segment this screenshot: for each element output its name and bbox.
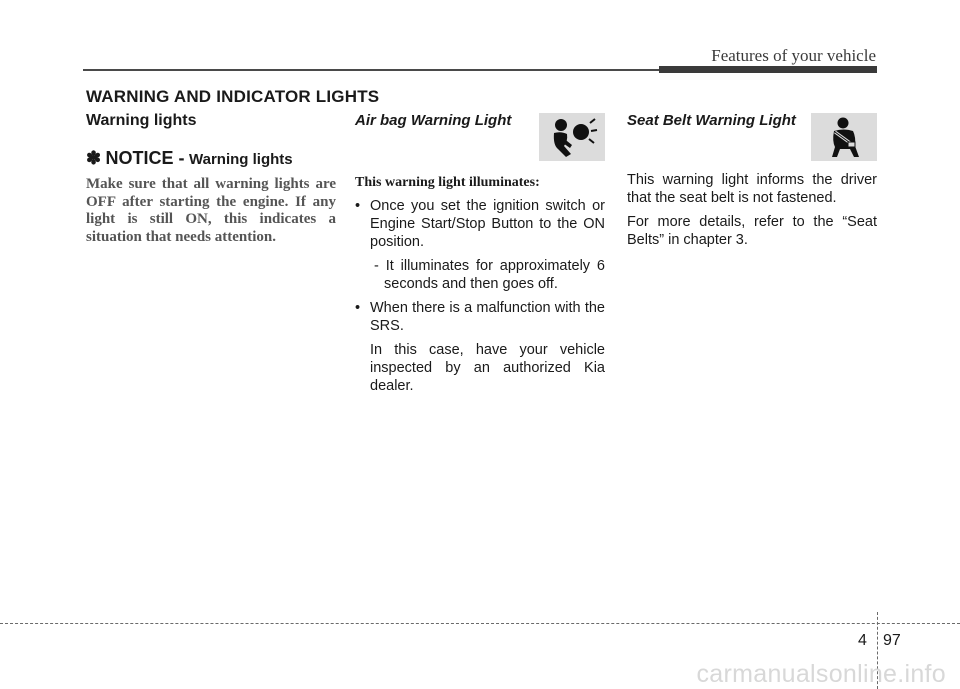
notice-body: Make sure that all warning lights are OFF after starting the engine. If any light is still ON, this indicates a situation that needs attention. — [86, 176, 336, 245]
header-rule-thick — [659, 66, 877, 73]
column-warning-lights — [86, 112, 336, 261]
airbag-warning-icon — [539, 113, 605, 161]
seat-belt-heading: Seat Belt Warning Light — [627, 112, 796, 129]
list-item — [355, 197, 605, 293]
section-title: WARNING AND INDICATOR LIGHTS — [86, 87, 380, 106]
list-item — [355, 299, 605, 395]
airbag-subheading: This warning light illuminates: — [355, 175, 540, 190]
warning-lights-heading: Warning lights — [86, 112, 197, 129]
notice-word: NOTICE - — [105, 148, 185, 168]
bullet-text: Once you set the ignition switch or Engine Start/Stop Button to the ON position. — [370, 198, 605, 250]
bullet-note: - It illuminates for approximately 6 seconds and then goes off. — [374, 258, 605, 292]
seat-belt-body — [627, 171, 877, 249]
airbag-heading: Air bag Warning Light — [355, 112, 512, 129]
notice-heading — [86, 147, 336, 171]
chapter-number: 4 — [858, 632, 867, 649]
seat-belt-paragraph: For more details, refer to the “Seat Belts” in chapter 3. — [627, 214, 877, 248]
footer-rule — [0, 623, 960, 624]
notice-subject: Warning lights — [189, 151, 293, 168]
bullet-icon: • — [355, 300, 361, 316]
bullet-icon: • — [355, 198, 361, 214]
page-number: 97 — [883, 632, 901, 649]
seat-belt-warning-icon — [811, 113, 877, 161]
bullet-note: In this case, have your vehicle inspected by an authorized Kia dealer. — [370, 342, 605, 394]
airbag-bullet-list — [355, 197, 605, 395]
seat-belt-paragraph: This warning light informs the driver that the seat belt is not fastened. — [627, 172, 877, 206]
watermark: carmanualsonline.info — [696, 660, 946, 688]
header-title: Features of your vehicle — [711, 46, 876, 65]
header-rule-thin — [83, 69, 661, 71]
notice-star-icon: ✽ — [86, 148, 102, 168]
bullet-text: When there is a malfunction with the SRS. — [370, 300, 605, 334]
